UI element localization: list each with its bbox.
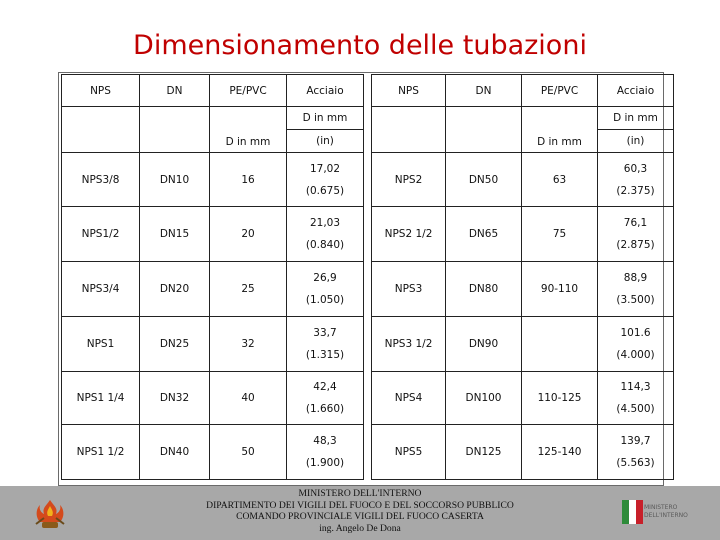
table-row bbox=[372, 372, 674, 425]
cell-acciaio bbox=[287, 372, 364, 425]
cell-pe-pvc: 63 bbox=[522, 153, 598, 207]
table-row bbox=[62, 207, 364, 262]
cell-acciaio bbox=[598, 372, 674, 425]
pipe-table-left bbox=[61, 74, 364, 480]
col-header-nps: NPS bbox=[62, 75, 140, 107]
cell-nps: NPS1 1/4 bbox=[62, 372, 140, 425]
steel-diameter-in: (3.500) bbox=[616, 294, 655, 306]
cell-acciaio bbox=[287, 207, 364, 262]
cell-acciaio bbox=[598, 207, 674, 262]
cell-dn: DN32 bbox=[140, 372, 210, 425]
cell-nps: NPS2 1/2 bbox=[372, 207, 446, 262]
footer-text bbox=[150, 488, 570, 534]
cell-nps: NPS1/2 bbox=[62, 207, 140, 262]
cell-pe-pvc: 20 bbox=[210, 207, 287, 262]
ministero-logo-line-1: MINISTERO bbox=[644, 504, 678, 511]
steel-diameter-mm: 101.6 bbox=[620, 327, 651, 339]
col-header-acciaio: Acciaio bbox=[598, 75, 674, 107]
steel-diameter-mm: 42,4 bbox=[313, 381, 337, 393]
cell-nps: NPS3/8 bbox=[62, 153, 140, 207]
cell-pe-pvc: 40 bbox=[210, 372, 287, 425]
cell-acciaio bbox=[287, 262, 364, 317]
cell-pe-pvc: 125-140 bbox=[522, 425, 598, 480]
cell-dn: DN100 bbox=[446, 372, 522, 425]
steel-diameter-mm: 48,3 bbox=[313, 435, 337, 447]
footer-line-author: ing. Angelo De Dona bbox=[319, 522, 401, 534]
unit-cell-empty bbox=[372, 107, 446, 153]
table-row bbox=[372, 153, 674, 207]
steel-diameter-mm: 88,9 bbox=[623, 272, 648, 284]
cell-pe-pvc: 75 bbox=[522, 207, 598, 262]
table-row bbox=[62, 153, 364, 207]
steel-diameter-mm: 139,7 bbox=[620, 435, 651, 447]
unit-row bbox=[372, 107, 674, 130]
cell-acciaio bbox=[598, 425, 674, 480]
col-header-dn: DN bbox=[446, 75, 522, 107]
table-row bbox=[372, 262, 674, 317]
steel-diameter-in: (1.660) bbox=[305, 403, 345, 415]
steel-diameter-in: (1.900) bbox=[305, 457, 345, 469]
unit-cell-empty bbox=[62, 107, 140, 153]
header-row bbox=[372, 75, 674, 107]
cell-nps: NPS3/4 bbox=[62, 262, 140, 317]
vigili-del-fuoco-emblem-icon bbox=[30, 498, 70, 532]
footer-bar bbox=[0, 486, 720, 540]
table-row bbox=[62, 372, 364, 425]
cell-nps: NPS2 bbox=[372, 153, 446, 207]
steel-diameter-in: (1.315) bbox=[305, 349, 345, 361]
cell-acciaio bbox=[598, 262, 674, 317]
unit-cell-empty bbox=[446, 107, 522, 153]
steel-diameter-mm: 17,02 bbox=[309, 162, 341, 175]
table-row bbox=[62, 317, 364, 372]
unit-pe-mm: D in mm bbox=[522, 107, 598, 153]
cell-nps: NPS1 1/2 bbox=[62, 425, 140, 480]
steel-diameter-mm: 26,9 bbox=[313, 272, 337, 284]
ministero-logo-text bbox=[644, 504, 688, 520]
cell-nps: NPS5 bbox=[372, 425, 446, 480]
col-header-dn: DN bbox=[140, 75, 210, 107]
ministero-interno-logo bbox=[620, 496, 698, 530]
cell-acciaio bbox=[287, 153, 364, 207]
unit-steel-in: (in) bbox=[287, 130, 364, 153]
cell-dn: DN50 bbox=[446, 153, 522, 207]
table-row bbox=[372, 317, 674, 372]
unit-cell-empty bbox=[140, 107, 210, 153]
cell-acciaio bbox=[598, 153, 674, 207]
header-row bbox=[62, 75, 364, 107]
cell-dn: DN65 bbox=[446, 207, 522, 262]
steel-diameter-in: (0.675) bbox=[305, 184, 345, 197]
steel-diameter-in: (1.050) bbox=[305, 294, 345, 306]
cell-pe-pvc: 25 bbox=[210, 262, 287, 317]
cell-dn: DN10 bbox=[140, 153, 210, 207]
table-row bbox=[62, 425, 364, 480]
steel-diameter-mm: 21,03 bbox=[309, 217, 341, 229]
cell-dn: DN80 bbox=[446, 262, 522, 317]
footer-line-department: DIPARTIMENTO DEI VIGILI DEL FUOCO E DEL SOCCORSO PUBBLICO bbox=[206, 499, 514, 511]
footer-line-ministry: MINISTERO DELL'INTERNO bbox=[298, 488, 422, 499]
steel-diameter-in: (2.875) bbox=[616, 239, 655, 251]
col-header-nps: NPS bbox=[372, 75, 446, 107]
pipe-table-right bbox=[371, 74, 674, 480]
ministero-logo-line-2: DELL'INTERNO bbox=[644, 512, 688, 519]
steel-diameter-in: (0.840) bbox=[305, 239, 345, 251]
cell-pe-pvc: 90-110 bbox=[522, 262, 598, 317]
cell-pe-pvc: 16 bbox=[210, 153, 287, 207]
cell-dn: DN125 bbox=[446, 425, 522, 480]
col-header-pe-pvc: PE/PVC bbox=[522, 75, 598, 107]
footer-line-command: COMANDO PROVINCIALE VIGILI DEL FUOCO CASERTA bbox=[236, 511, 484, 522]
cell-acciaio bbox=[598, 317, 674, 372]
unit-pe-mm: D in mm bbox=[210, 107, 287, 153]
steel-diameter-mm: 114,3 bbox=[620, 381, 651, 393]
cell-dn: DN40 bbox=[140, 425, 210, 480]
cell-acciaio bbox=[287, 425, 364, 480]
cell-pe-pvc bbox=[522, 317, 598, 372]
cell-nps: NPS3 1/2 bbox=[372, 317, 446, 372]
table-row bbox=[62, 262, 364, 317]
steel-diameter-in: (2.375) bbox=[616, 184, 655, 197]
cell-pe-pvc: 110-125 bbox=[522, 372, 598, 425]
cell-nps: NPS4 bbox=[372, 372, 446, 425]
cell-pe-pvc: 50 bbox=[210, 425, 287, 480]
table-row bbox=[372, 207, 674, 262]
table-row bbox=[372, 425, 674, 480]
steel-diameter-mm: 33,7 bbox=[313, 327, 337, 339]
page-title: Dimensionamento delle tubazioni bbox=[133, 30, 587, 61]
unit-steel-in: (in) bbox=[598, 130, 674, 153]
steel-diameter-in: (4.500) bbox=[616, 403, 655, 415]
cell-acciaio bbox=[287, 317, 364, 372]
steel-diameter-in: (5.563) bbox=[616, 457, 655, 469]
steel-diameter-mm: 60,3 bbox=[623, 162, 648, 175]
unit-steel-mm: D in mm bbox=[287, 107, 364, 130]
cell-dn: DN15 bbox=[140, 207, 210, 262]
col-header-pe-pvc: PE/PVC bbox=[210, 75, 287, 107]
cell-nps: NPS3 bbox=[372, 262, 446, 317]
steel-diameter-in: (4.000) bbox=[616, 349, 655, 361]
steel-diameter-mm: 76,1 bbox=[623, 217, 648, 229]
unit-steel-mm: D in mm bbox=[598, 107, 674, 130]
cell-dn: DN25 bbox=[140, 317, 210, 372]
col-header-acciaio: Acciaio bbox=[287, 75, 364, 107]
cell-dn: DN20 bbox=[140, 262, 210, 317]
cell-nps: NPS1 bbox=[62, 317, 140, 372]
cell-pe-pvc: 32 bbox=[210, 317, 287, 372]
cell-dn: DN90 bbox=[446, 317, 522, 372]
unit-row bbox=[62, 107, 364, 130]
